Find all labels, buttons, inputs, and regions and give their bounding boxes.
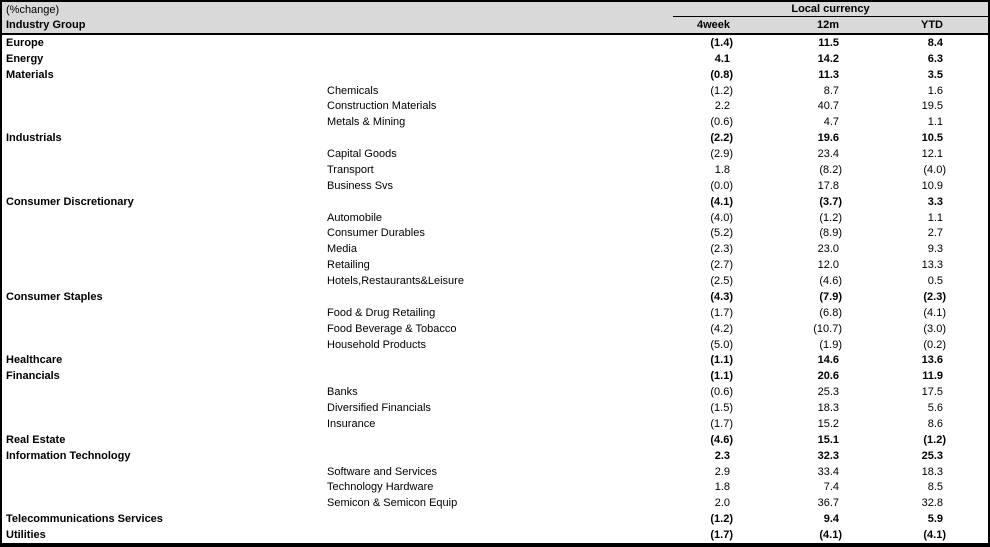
row-label: Business Svs (327, 179, 394, 192)
sub-industry-row (2, 480, 988, 496)
row-label: Financials (6, 370, 60, 383)
value-cell-4week: 1.8 (714, 163, 730, 176)
value-cell-4week: 1.8 (714, 481, 730, 494)
industry-group-row (2, 511, 988, 527)
value-cell-4week: (2.9) (710, 148, 733, 161)
value-cell-12m: 32.3 (817, 449, 839, 462)
row-label: Information Technology (6, 449, 131, 462)
table-header (2, 2, 988, 35)
sub-industry-row (2, 226, 988, 242)
value-cell-4week: (4.3) (710, 290, 733, 303)
value-cell-4week: (2.5) (710, 275, 733, 288)
sub-industry-row (2, 321, 988, 337)
value-cell-12m: (3.7) (819, 195, 842, 208)
row-label: Metals & Mining (327, 116, 406, 129)
value-cell-4week: (2.7) (710, 259, 733, 272)
value-cell-4week: (5.2) (710, 227, 733, 240)
value-cell-ytd: (0.2) (923, 338, 946, 351)
column-header-4week: 4week (696, 19, 730, 31)
industry-group-row (2, 35, 988, 51)
sub-industry-row (2, 273, 988, 289)
sub-industry-row (2, 257, 988, 273)
value-cell-4week: (1.1) (710, 370, 733, 383)
value-cell-4week: (0.0) (710, 179, 733, 192)
row-label: Technology Hardware (327, 481, 434, 494)
value-cell-12m: 40.7 (817, 100, 839, 113)
value-cell-ytd: 17.5 (921, 386, 943, 399)
value-cell-ytd: (3.0) (923, 322, 946, 335)
row-label: Chemicals (327, 84, 379, 97)
value-cell-ytd: 8.4 (927, 36, 943, 49)
value-cell-12m: (10.7) (813, 322, 842, 335)
value-cell-4week: (1.7) (710, 306, 733, 319)
industry-group-row (2, 130, 988, 146)
row-label: Consumer Durables (327, 227, 425, 240)
column-header-ytd: YTD (921, 19, 943, 31)
row-label: Semicon & Semicon Equip (327, 497, 458, 510)
value-cell-12m: 19.6 (817, 132, 839, 145)
sub-industry-row (2, 495, 988, 511)
value-cell-4week: 2.3 (714, 449, 730, 462)
sub-industry-row (2, 146, 988, 162)
industry-group-row (2, 527, 988, 543)
value-cell-ytd: 0.5 (927, 275, 943, 288)
industry-group-row (2, 448, 988, 464)
value-cell-ytd: 13.6 (921, 354, 943, 367)
row-label: Transport (327, 163, 374, 176)
local-currency-header: Local currency (673, 2, 988, 17)
value-cell-ytd: 11.9 (922, 370, 943, 383)
value-cell-ytd: 2.7 (927, 227, 943, 240)
industry-group-row (2, 432, 988, 448)
value-cell-ytd: 13.3 (921, 259, 943, 272)
sub-industry-row (2, 400, 988, 416)
value-cell-12m: (7.9) (819, 290, 842, 303)
value-cell-ytd: 8.5 (927, 481, 943, 494)
value-cell-12m: 4.7 (823, 116, 839, 129)
value-cell-12m: (4.1) (819, 529, 842, 542)
value-cell-ytd: 18.3 (921, 465, 943, 478)
row-label: Software and Services (327, 465, 438, 478)
value-cell-ytd: 8.6 (927, 417, 943, 430)
value-cell-4week: (2.3) (710, 243, 733, 256)
value-cell-12m: 23.4 (817, 148, 839, 161)
row-label: Healthcare (6, 354, 63, 367)
row-label: Household Products (327, 338, 427, 351)
row-label: Europe (6, 36, 44, 49)
sub-industry-row (2, 241, 988, 257)
industry-group-column-header: Industry Group (6, 19, 86, 31)
sub-industry-row (2, 384, 988, 400)
value-cell-ytd: 6.3 (927, 52, 943, 65)
sub-industry-row (2, 114, 988, 130)
value-cell-4week: (1.1) (710, 354, 733, 367)
value-cell-12m: 33.4 (817, 465, 839, 478)
value-cell-4week: (1.7) (710, 417, 733, 430)
industry-group-row (2, 368, 988, 384)
value-cell-4week: 2.0 (714, 497, 730, 510)
row-label: Diversified Financials (327, 402, 431, 415)
value-cell-4week: (1.2) (710, 84, 733, 97)
value-cell-ytd: 1.6 (927, 84, 943, 97)
sub-industry-row (2, 162, 988, 178)
value-cell-4week: (5.0) (710, 338, 733, 351)
value-cell-12m: 17.8 (817, 179, 839, 192)
value-cell-ytd: 25.3 (921, 449, 943, 462)
row-label: Food Beverage & Tobacco (327, 322, 457, 335)
row-label: Banks (327, 386, 358, 399)
row-label: Hotels,Restaurants&Leisure (327, 275, 464, 288)
value-cell-12m: 7.4 (823, 481, 839, 494)
value-cell-ytd: (4.1) (923, 529, 946, 542)
value-cell-4week: (1.7) (710, 529, 733, 542)
sub-industry-row (2, 178, 988, 194)
value-cell-12m: (1.9) (819, 338, 842, 351)
value-cell-ytd: 3.5 (927, 68, 943, 81)
value-cell-12m: 11.5 (818, 36, 839, 49)
value-cell-12m: 9.4 (823, 513, 839, 526)
value-cell-12m: 11.3 (818, 68, 839, 81)
row-label: Energy (6, 52, 44, 65)
value-cell-12m: 14.6 (817, 354, 839, 367)
percent-change-label: (%change) (6, 3, 60, 16)
industry-group-row (2, 289, 988, 305)
value-cell-12m: 14.2 (817, 52, 839, 65)
value-cell-4week: (1.5) (710, 402, 733, 415)
value-cell-ytd: 1.1 (927, 116, 943, 129)
column-header-12m: 12m (816, 19, 839, 31)
value-cell-12m: 12.0 (817, 259, 839, 272)
sub-industry-row (2, 83, 988, 99)
value-cell-12m: 15.2 (817, 417, 839, 430)
sub-industry-row (2, 416, 988, 432)
value-cell-12m: 23.0 (817, 243, 839, 256)
value-cell-12m: 20.6 (817, 370, 839, 383)
industry-group-row (2, 51, 988, 67)
sub-industry-row (2, 464, 988, 480)
value-cell-4week: (4.0) (710, 211, 733, 224)
value-cell-4week: 2.2 (714, 100, 730, 113)
row-label: Insurance (327, 417, 376, 430)
row-label: Automobile (327, 211, 383, 224)
value-cell-ytd: 10.9 (921, 179, 943, 192)
value-cell-12m: (1.2) (819, 211, 842, 224)
value-cell-4week: 2.9 (714, 465, 730, 478)
table-body (2, 35, 988, 543)
row-label: Consumer Staples (6, 290, 103, 303)
row-label: Food & Drug Retailing (327, 306, 436, 319)
value-cell-ytd: 10.5 (921, 132, 943, 145)
sub-industry-row (2, 99, 988, 115)
sub-industry-row (2, 305, 988, 321)
value-cell-4week: (0.8) (710, 68, 733, 81)
value-cell-4week: (0.6) (710, 386, 733, 399)
row-label: Materials (6, 68, 54, 81)
value-cell-ytd: 5.6 (927, 402, 943, 415)
row-label: Media (327, 243, 357, 256)
value-cell-4week: (4.6) (710, 433, 733, 446)
value-cell-12m: 18.3 (817, 402, 839, 415)
row-label: Real Estate (6, 433, 66, 446)
value-cell-12m: (4.6) (819, 275, 842, 288)
value-cell-12m: 25.3 (817, 386, 839, 399)
row-label: Construction Materials (327, 100, 437, 113)
value-cell-4week: 4.1 (714, 52, 730, 65)
value-cell-12m: (6.8) (819, 306, 842, 319)
value-cell-ytd: 12.1 (921, 148, 943, 161)
value-cell-12m: 36.7 (817, 497, 839, 510)
row-label: Retailing (327, 259, 370, 272)
value-cell-ytd: (1.2) (923, 433, 946, 446)
industry-group-row (2, 353, 988, 369)
value-cell-4week: (4.2) (710, 322, 733, 335)
value-cell-4week: (2.2) (710, 132, 733, 145)
value-cell-4week: (1.4) (710, 36, 733, 49)
row-label: Telecommunications Services (6, 513, 163, 526)
value-cell-ytd: 1.1 (927, 211, 943, 224)
header-row-columns (2, 17, 988, 33)
value-cell-ytd: (2.3) (923, 290, 946, 303)
row-label: Industrials (6, 132, 62, 145)
industry-group-row (2, 194, 988, 210)
value-cell-ytd: 3.3 (927, 195, 943, 208)
row-label: Utilities (6, 529, 46, 542)
value-cell-12m: (8.9) (819, 227, 842, 240)
sub-industry-row (2, 337, 988, 353)
value-cell-ytd: 32.8 (921, 497, 943, 510)
value-cell-ytd: 5.9 (927, 513, 943, 526)
header-row-top (2, 2, 988, 17)
value-cell-4week: (1.2) (710, 513, 733, 526)
industry-group-row (2, 67, 988, 83)
value-cell-4week: (4.1) (710, 195, 733, 208)
value-cell-ytd: (4.1) (923, 306, 946, 319)
value-cell-ytd: (4.0) (923, 163, 946, 176)
row-label: Consumer Discretionary (6, 195, 134, 208)
sub-industry-row (2, 210, 988, 226)
value-cell-12m: 15.1 (817, 433, 839, 446)
value-cell-4week: (0.6) (710, 116, 733, 129)
value-cell-ytd: 9.3 (927, 243, 943, 256)
value-cell-ytd: 19.5 (921, 100, 943, 113)
value-cell-12m: (8.2) (819, 163, 842, 176)
row-label: Capital Goods (327, 148, 397, 161)
value-cell-12m: 8.7 (823, 84, 839, 97)
